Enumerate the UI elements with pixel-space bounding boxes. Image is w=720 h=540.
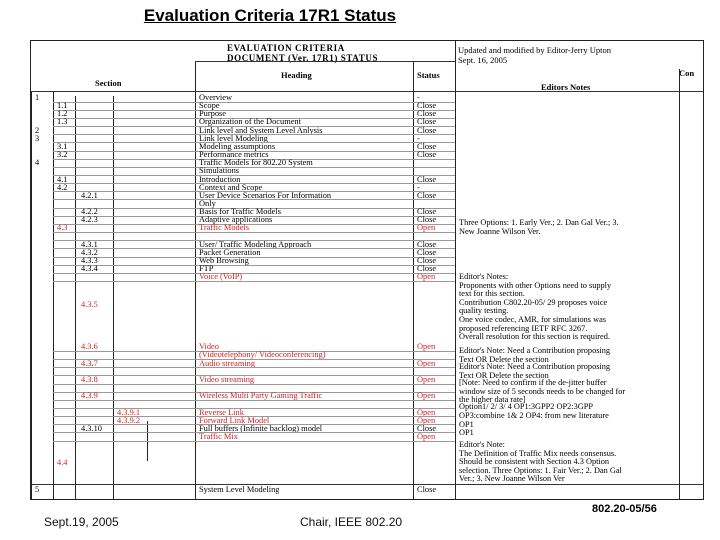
row-status: Open xyxy=(417,392,436,401)
slide-title: Evaluation Criteria 17R1 Status xyxy=(143,6,397,25)
editor-note-line: Proponents with other Options need to supply xyxy=(459,281,612,290)
section-number: 4.3.8 xyxy=(81,375,98,384)
row-heading: Organization of the Document xyxy=(199,118,301,127)
row-status: - xyxy=(417,94,420,102)
row-status: Close xyxy=(417,142,437,151)
editor-note-line: Editor's Notes: xyxy=(459,273,509,281)
section-number: 4.3.10 xyxy=(81,424,102,433)
row-heading: Modeling assumptions xyxy=(199,142,276,151)
section-number: 4.3.6 xyxy=(81,343,98,352)
editor-note-line: quality testing. xyxy=(459,307,509,316)
row-heading: FTP xyxy=(199,265,214,274)
section-number: 4.3.9 xyxy=(81,392,98,401)
row-heading: Traffic Models xyxy=(199,224,250,233)
row-heading: Purpose xyxy=(199,110,226,119)
row-heading: Web Browsing xyxy=(199,257,249,265)
row-heading: Only xyxy=(199,199,216,208)
row-status: Close xyxy=(417,486,437,494)
row-heading: Video streaming xyxy=(199,375,255,384)
editor-note-line: Ver.; 3. New Joanne Wilson Ver xyxy=(459,475,565,484)
editor-note-line: Overall resolution for this section is required. xyxy=(459,333,610,342)
row-status: Open xyxy=(417,408,436,417)
cut-column-header: Con xyxy=(679,68,695,78)
row-status: Open xyxy=(417,375,436,384)
editor-note-line: window size of 5 seconds needs to be changed for xyxy=(459,387,626,396)
section-number: 4.2.3 xyxy=(81,216,98,225)
row-status: Open xyxy=(417,359,436,368)
row-rule xyxy=(31,484,703,485)
section-number: 3 xyxy=(35,134,40,143)
column-rule xyxy=(53,91,54,500)
footer-date: Sept.19, 2005 xyxy=(44,515,119,529)
footer-center: Chair, IEEE 802.20 xyxy=(300,515,403,529)
editor-note-line: Editor's Note: Need a Contribution proposing xyxy=(459,347,611,355)
section-number: 4.4 xyxy=(57,458,68,467)
section-number: 4.2.1 xyxy=(81,191,98,200)
editor-note-line: Should be consistent with Section 4.3 Option xyxy=(459,458,610,467)
doc-title-line1: EVALUATION CRITERIA xyxy=(227,43,345,53)
section-number: 4.2 xyxy=(57,183,68,192)
row-heading: Overview xyxy=(199,94,233,102)
row-heading: Traffic Models for 802.20 System xyxy=(199,159,313,168)
row-heading: User Device Scenarios For Information xyxy=(199,191,332,200)
row-rule xyxy=(53,384,455,385)
row-status: - xyxy=(417,134,420,143)
editor-note-line: [Note: Need to confirm if the de-jitter buffer xyxy=(459,379,607,387)
editor-note-line: Contribution C802.20-05/ 29 proposes voice xyxy=(459,298,608,307)
row-status: Close xyxy=(417,126,437,135)
section-number: 2 xyxy=(35,126,40,135)
col-header-section: Section xyxy=(95,79,122,88)
slide-number: 802.20-05/56 xyxy=(592,503,657,515)
header-rule xyxy=(455,91,703,92)
row-heading: User/ Traffic Modeling Approach xyxy=(199,240,312,249)
row-heading: Packet Generation xyxy=(199,248,261,257)
row-heading: Performance metrics xyxy=(199,151,269,160)
section-number: 4.3.9.1 xyxy=(117,408,141,417)
editor-note-line: The Definition of Traffic Mix needs consensus. xyxy=(459,449,617,458)
section-number: 3.2 xyxy=(57,151,68,160)
editor-note-line: OP1 xyxy=(459,421,474,429)
section-number: 5 xyxy=(35,486,40,494)
row-heading: Audio streaming xyxy=(199,359,256,368)
col-header-status: Status xyxy=(417,71,440,80)
section-number: 4.3.4 xyxy=(81,265,98,274)
row-status: Close xyxy=(417,265,437,274)
row-status: Close xyxy=(417,110,437,119)
row-heading: Link level Modeling xyxy=(199,134,268,143)
row-status: Close xyxy=(417,248,437,257)
section-number: 1.2 xyxy=(57,110,68,119)
row-rule xyxy=(53,441,455,442)
section-number: 4 xyxy=(35,159,40,168)
row-heading: Traffic Mix xyxy=(199,432,238,441)
section-number: 1.3 xyxy=(57,118,68,127)
section-number: 4.3.5 xyxy=(81,301,98,310)
row-status: Close xyxy=(417,257,437,265)
row-status: Close xyxy=(417,240,437,249)
row-heading: Reverse Link xyxy=(199,408,244,417)
section-number: 4.2.2 xyxy=(81,208,98,217)
doc-title xyxy=(227,43,447,63)
updated-line2: Sept. 16, 2005 xyxy=(458,55,508,65)
editor-note-line: Editor's Note: xyxy=(459,441,505,449)
section-number: 4.3.1 xyxy=(81,240,98,249)
row-rule xyxy=(53,400,455,401)
section-number: 4.1 xyxy=(57,175,68,184)
row-status: Close xyxy=(417,191,437,200)
section-number: 1.1 xyxy=(57,102,68,111)
doc-title-line2: DOCUMENT (Ver. 17R1) STATUS xyxy=(227,53,379,63)
row-heading: Introduction xyxy=(199,175,241,184)
column-rule xyxy=(679,69,680,499)
section-number: 1 xyxy=(35,94,40,102)
col-header-heading: Heading xyxy=(281,71,312,80)
editor-note-line: New Joanne Wilson Ver. xyxy=(459,227,541,236)
row-status: Close xyxy=(417,216,437,225)
section-number: 4.3.3 xyxy=(81,257,98,265)
row-status: Open xyxy=(417,416,436,425)
row-heading: Voice (VoIP) xyxy=(199,273,243,282)
section-number: 4.3.2 xyxy=(81,248,98,257)
row-status: Close xyxy=(417,102,437,111)
row-heading: Adaptive applications xyxy=(199,216,273,225)
editor-note-line: text for this section. xyxy=(459,290,525,299)
editor-note-line: OP3:combine 1& 2 OP4: from new literature xyxy=(459,411,609,420)
updated-info xyxy=(458,45,703,65)
editor-note-line: Editor's Note: Need a Contribution proposing xyxy=(459,363,611,371)
row-heading: Forward Link Model xyxy=(199,416,270,425)
row-rule xyxy=(53,367,455,368)
editor-note-line: Text OR Delete the section xyxy=(459,355,549,364)
updated-line1: Updated and modified by Editor-Jerry Upton xyxy=(458,45,612,55)
editor-note-line: OP1 xyxy=(459,429,474,437)
row-status: Close xyxy=(417,175,437,184)
header-rule xyxy=(195,61,455,62)
row-status: Open xyxy=(417,273,436,282)
section-number: 4.3 xyxy=(57,224,68,233)
editor-note-line: the higher data rate] xyxy=(459,396,526,405)
row-status: - xyxy=(417,183,420,192)
section-number: 3.1 xyxy=(57,142,68,151)
column-rule xyxy=(75,96,76,500)
editor-note-line: Text OR Delete the section xyxy=(459,371,549,380)
section-number: 4.3.7 xyxy=(81,359,98,368)
column-rule xyxy=(455,41,456,499)
status-sheet xyxy=(30,40,704,500)
row-heading: Scope xyxy=(199,102,220,111)
row-status: Open xyxy=(417,432,436,441)
row-status: Close xyxy=(417,208,437,217)
editor-note-line: One voice codec, AMR, for simulations was xyxy=(459,316,607,324)
editor-note-line: selection. Three Options: 1. Fair Ver.; 2. Dan Gal xyxy=(459,466,622,475)
column-rule xyxy=(113,96,114,500)
col-header-notes: Editors Notes xyxy=(541,83,591,92)
row-status: Open xyxy=(417,343,436,352)
row-heading: Full buffers (Infinite backlog) model xyxy=(199,424,323,433)
row-heading: Basis for Traffic Models xyxy=(199,208,281,217)
editor-note-line: Option1/ 2/ 3/ 4 OP1:3GPP2 OP2:3GPP xyxy=(459,403,593,411)
editor-note-line: Three Options: 1. Early Ver.; 2. Dan Gal Ver.; 3. xyxy=(459,219,619,227)
row-heading: Wireless Multi Party Gaming Traffic xyxy=(199,392,323,401)
row-heading: Video xyxy=(199,343,219,352)
row-heading: Context and Scope xyxy=(199,183,263,192)
row-status: Close xyxy=(417,424,437,433)
row-heading: Simulations xyxy=(199,167,240,176)
row-heading: Link level and System Level Anlysis xyxy=(199,126,323,135)
row-status: Close xyxy=(417,151,437,160)
editor-note-line: proposed referencing IETF RFC 3267. xyxy=(459,324,588,333)
row-heading: (Videotelephony/ Videoconferencing) xyxy=(199,351,326,360)
row-status: Close xyxy=(417,118,437,127)
row-rule xyxy=(53,232,455,233)
row-heading: System Level Modeling xyxy=(199,486,280,494)
row-rule xyxy=(53,281,455,282)
row-status: Open xyxy=(417,224,436,233)
column-rule xyxy=(31,91,32,500)
section-number: 4.3.9.2 xyxy=(117,416,141,425)
